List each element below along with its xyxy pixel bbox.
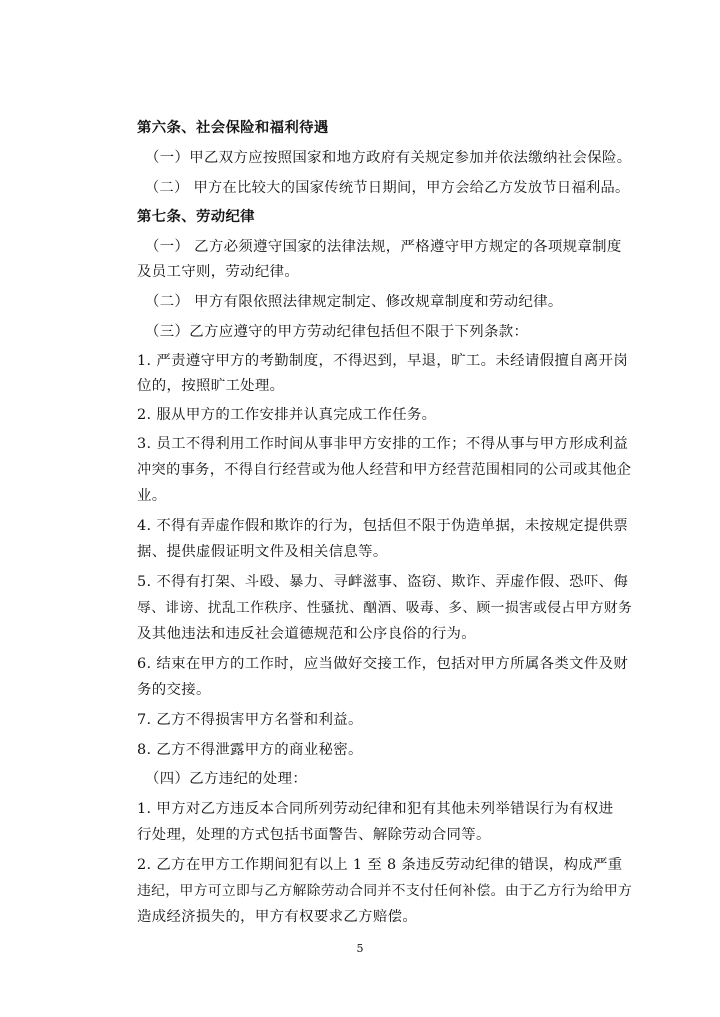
list-item-line: 造成经济损失的，甲方有权要求乙方赔偿。 — [137, 909, 418, 925]
paragraph-line: （三）乙方应遵守的甲方劳动纪律包括但不限于下列条款： — [145, 324, 529, 340]
paragraph-line: （四）乙方违纪的处理： — [145, 771, 308, 787]
list-item-line: 2. 服从甲方的工作安排并认真完成工作任务。 — [137, 407, 437, 423]
list-item-line: 据、提供虚假证明文件及相关信息等。 — [137, 544, 388, 560]
paragraph-line: （一） 乙方必须遵守国家的法律法规，严格遵守甲方规定的各项规章制度 — [145, 239, 622, 255]
list-item-line: 违纪，甲方可立即与乙方解除劳动合同并不支付任何补偿。由于乙方行为给甲方 — [137, 883, 633, 899]
list-item-line: 务的交接。 — [137, 682, 211, 698]
list-item-line: 1. 严责遵守甲方的考勤制度，不得迟到，早退，旷工。未经请假擅自离开岗 — [137, 353, 629, 369]
paragraph-line: 及员工守则，劳动纪律。 — [137, 264, 300, 280]
page-number: 5 — [356, 942, 364, 955]
list-item-line: 2. 乙方在甲方工作期间犯有以上 1 至 8 条违反劳动纪律的错误，构成严重 — [137, 857, 623, 873]
list-item-line: 行处理，处理的方式包括书面警告、解除劳动合同等。 — [137, 827, 491, 843]
list-item-line: 业。 — [137, 488, 167, 504]
list-item-line: 7. 乙方不得损害甲方名誉和利益。 — [137, 712, 363, 728]
list-item-line: 8. 乙方不得泄露甲方的商业秘密。 — [137, 742, 363, 758]
paragraph-line: （二） 甲方有限依照法律规定制定、修改规章制度和劳动纪律。 — [145, 294, 563, 310]
list-item-line: 5. 不得有打架、斗殴、暴力、寻衅滋事、盗窃、欺诈、弄虚作假、恐吓、侮 — [137, 574, 629, 590]
list-item-line: 辱、诽谤、扰乱工作秩序、性骚扰、酗酒、吸毒、多、顾一损害或侵占甲方财务 — [137, 600, 633, 616]
section-heading-7: 第七条、劳动纪律 — [137, 208, 255, 225]
list-item-line: 6. 结束在甲方的工作时，应当做好交接工作，包括对甲方所属各类文件及财 — [137, 656, 629, 672]
section-heading-6: 第六条、社会保险和福利待遇 — [137, 119, 329, 136]
paragraph-line: （二） 甲方在比较大的国家传统节日期间，甲方会给乙方发放节日福利品。 — [145, 180, 630, 196]
list-item-line: 冲突的事务，不得自行经营或为他人经营和甲方经营范围相同的公司或其他企 — [137, 462, 632, 478]
list-item-line: 位的，按照旷工处理。 — [137, 378, 285, 394]
list-item-line: 4. 不得有弄虚作假和欺诈的行为，包括但不限于伪造单据，未按规定提供票 — [137, 518, 629, 534]
list-item-line: 1. 甲方对乙方违反本合同所列劳动纪律和犯有其他未列举错误行为有权进 — [137, 801, 614, 817]
list-item-line: 3. 员工不得利用工作时间从事非甲方安排的工作；不得从事与甲方形成利益 — [137, 436, 629, 452]
paragraph-line: （一）甲乙双方应按照国家和地方政府有关规定参加并依法缴纳社会保险。 — [145, 150, 632, 166]
list-item-line: 及其他违法和违反社会道德规范和公序良俗的行为。 — [137, 626, 477, 642]
